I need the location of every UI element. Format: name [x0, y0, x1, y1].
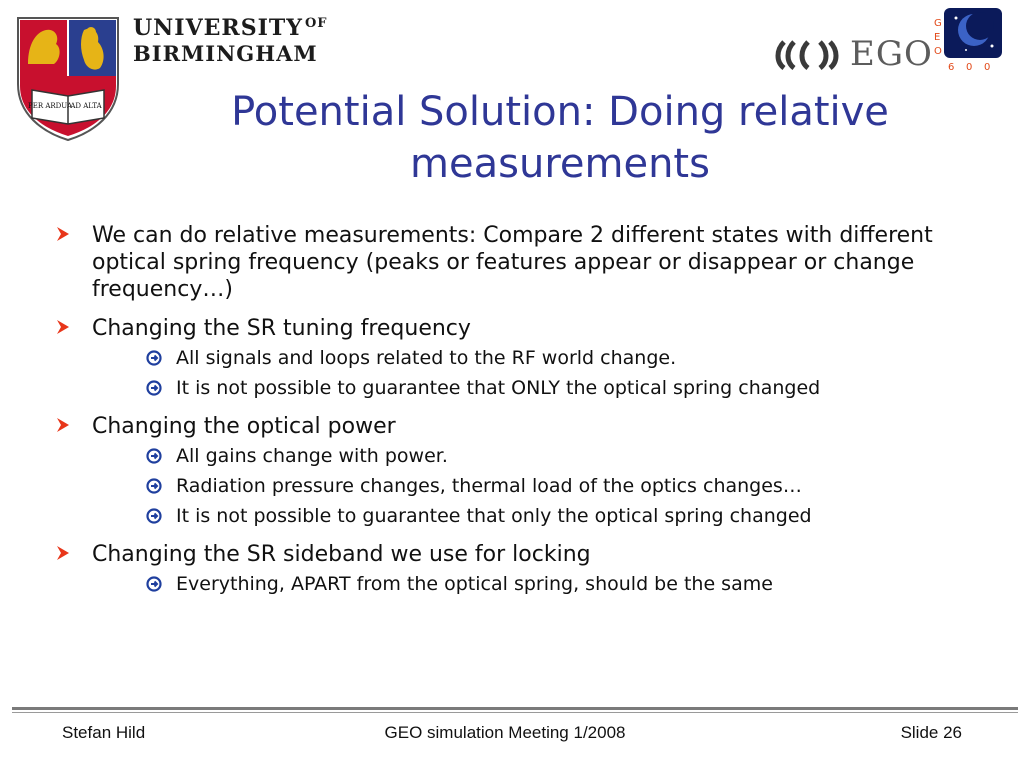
sub-bullet-text: Everything, APART from the optical spring, should be the same	[176, 573, 773, 595]
arrow-bullet-icon	[54, 544, 72, 562]
footer-divider-thick	[12, 707, 1018, 710]
sub-bullet-item	[92, 444, 982, 469]
sub-bullet-item	[92, 376, 982, 401]
geo-digit-0b: 0	[984, 62, 991, 73]
geo-digit-6: 6	[948, 62, 955, 73]
curved-arrow-bullet-icon	[146, 448, 162, 464]
footer-divider-thin	[12, 712, 1018, 713]
arrow-bullet-icon	[54, 416, 72, 434]
curved-arrow-bullet-icon	[146, 478, 162, 494]
bullet-item	[52, 541, 982, 597]
bullet-text: Changing the SR sideband we use for locking	[92, 542, 591, 567]
geo600-logo	[926, 6, 1006, 74]
sub-bullet-text: All gains change with power.	[176, 445, 448, 467]
ego-logo-text: EGO	[850, 34, 933, 74]
sub-bullet-item	[92, 474, 982, 499]
crest-book-right-text: AD ALTA	[70, 102, 102, 110]
sub-bullet-list	[92, 346, 982, 401]
sub-bullet-list	[92, 572, 982, 597]
university-word: UNIVERSITY	[133, 15, 303, 41]
bullet-text: Changing the SR tuning frequency	[92, 316, 471, 341]
university-name-line2: BIRMINGHAM	[133, 41, 318, 66]
bullet-list	[52, 222, 982, 609]
geo-digit-0a: 0	[966, 62, 973, 73]
university-crest-logo	[14, 14, 122, 142]
sub-bullet-list	[92, 444, 982, 529]
bullet-item	[52, 222, 982, 303]
geo-letter-g: G	[934, 18, 942, 29]
sub-bullet-text: It is not possible to guarantee that only the optical spring changed	[176, 505, 812, 527]
sub-bullet-item	[92, 572, 982, 597]
bullet-item	[52, 315, 982, 401]
curved-arrow-bullet-icon	[146, 508, 162, 524]
university-of-word: OF	[304, 16, 328, 31]
bullet-item	[52, 413, 982, 529]
bullet-text: We can do relative measurements: Compare 2 different states with different optical spring frequency (peaks or features appear or disappear or change frequency…)	[92, 223, 933, 302]
university-name	[133, 17, 328, 64]
sub-bullet-text: All signals and loops related to the RF world change.	[176, 347, 677, 369]
sub-bullet-item	[92, 346, 982, 371]
sub-bullet-text: It is not possible to guarantee that ONLY the optical spring changed	[176, 377, 821, 399]
curved-arrow-bullet-icon	[146, 350, 162, 366]
arrow-bullet-icon	[54, 225, 72, 243]
crest-book-left-text: PER ARDUA	[28, 102, 72, 110]
footer-slide-number: Slide 26	[900, 723, 962, 742]
curved-arrow-bullet-icon	[146, 380, 162, 396]
sub-bullet-item	[92, 504, 982, 529]
geo-letter-e: E	[934, 32, 941, 43]
sub-bullet-text: Radiation pressure changes, thermal load of the optics changes…	[176, 475, 802, 497]
arrow-bullet-icon	[54, 318, 72, 336]
geo-letter-o: O	[934, 46, 942, 57]
footer-event: GEO simulation Meeting 1/2008	[384, 723, 626, 742]
curved-arrow-bullet-icon	[146, 576, 162, 592]
university-name-line1	[133, 17, 328, 39]
bullet-text: Changing the optical power	[92, 414, 396, 439]
footer-author: Stefan Hild	[62, 723, 146, 742]
slide-title: Potential Solution: Doing relative measurements	[231, 89, 889, 187]
